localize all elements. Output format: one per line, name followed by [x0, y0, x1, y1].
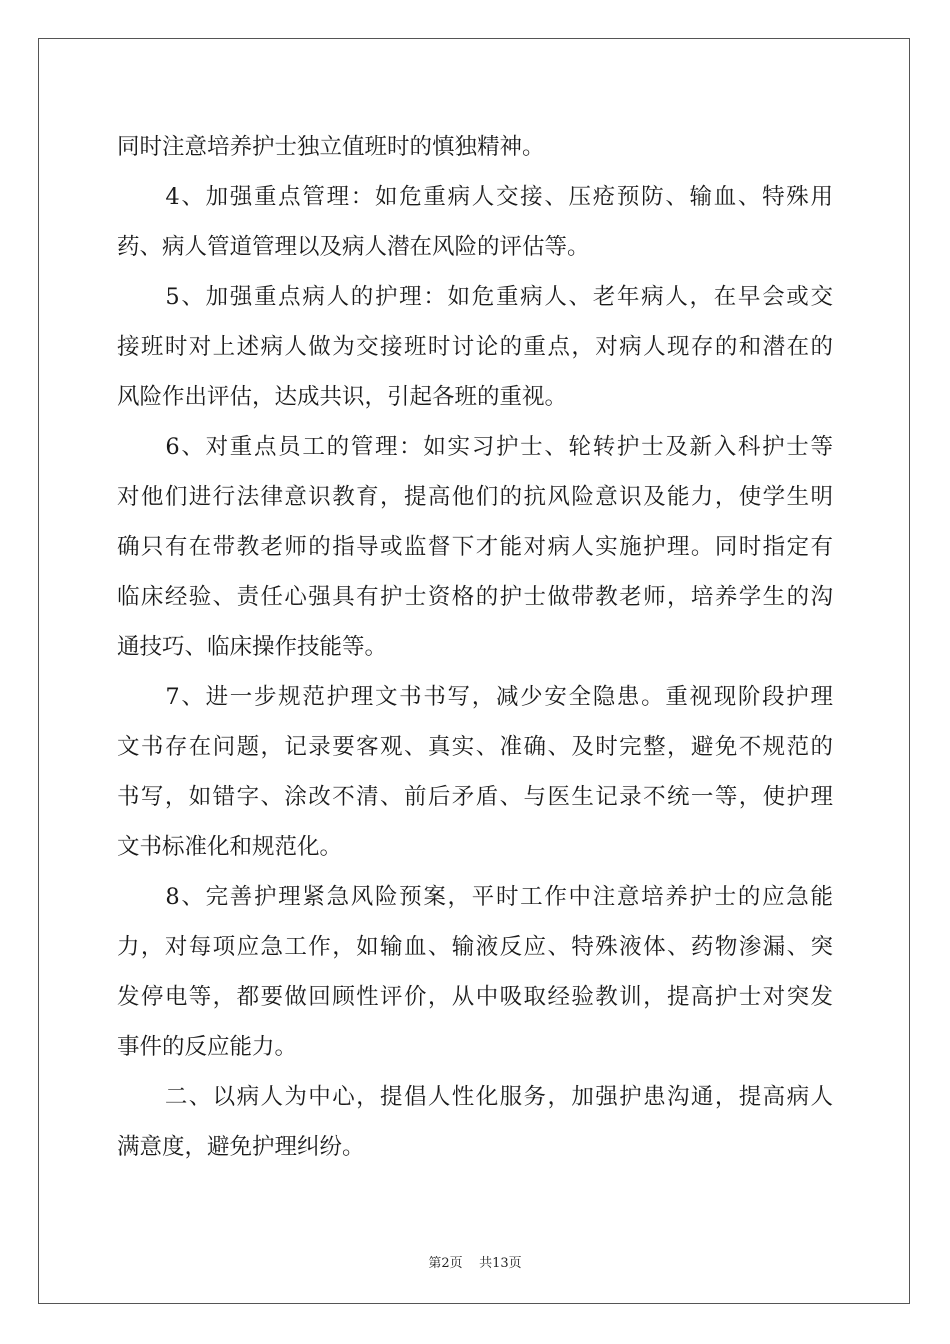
page-footer [0, 1252, 950, 1271]
text-line: 二、以病人为中心，提倡人性化服务，加强护患沟通，提高病人 [117, 1084, 833, 1110]
total-pages: 共13页 [479, 1256, 522, 1271]
text-line: 临床经验、责任心强具有护士资格的护士做带教老师，培养学生的沟 [117, 584, 833, 610]
text-line: 通技巧、临床操作技能等。 [117, 634, 388, 660]
text-line: 文书存在问题，记录要客观、真实、准确、及时完整，避免不规范的 [117, 734, 833, 760]
text-line: 风险作出评估，达成共识，引起各班的重视。 [117, 384, 568, 410]
text-line: 接班时对上述病人做为交接班时讨论的重点，对病人现存的和潜在的 [117, 334, 833, 360]
text-line: 4、加强重点管理：如危重病人交接、压疮预防、输血、特殊用 [117, 184, 833, 210]
text-line: 对他们进行法律意识教育，提高他们的抗风险意识及能力，使学生明 [117, 484, 833, 510]
text-line: 5、加强重点病人的护理：如危重病人、老年病人，在早会或交 [117, 284, 833, 310]
page-number: 第2页 [428, 1256, 463, 1271]
text-line: 7、进一步规范护理文书书写，减少安全隐患。重视现阶段护理 [117, 684, 833, 710]
text-line: 文书标准化和规范化。 [117, 834, 343, 860]
text-line: 6、对重点员工的管理：如实习护士、轮转护士及新入科护士等 [117, 434, 833, 460]
document-body [117, 122, 833, 1172]
text-line: 同时注意培养护士独立值班时的慎独精神。 [117, 134, 545, 160]
text-line: 事件的反应能力。 [117, 1034, 298, 1060]
text-line: 满意度，避免护理纠纷。 [117, 1134, 365, 1160]
text-line: 力，对每项应急工作，如输血、输液反应、特殊液体、药物渗漏、突 [117, 934, 833, 960]
text-line: 8、完善护理紧急风险预案，平时工作中注意培养护士的应急能 [117, 884, 833, 910]
text-line: 确只有在带教老师的指导或监督下才能对病人实施护理。同时指定有 [117, 534, 833, 560]
text-line: 药、病人管道管理以及病人潜在风险的评估等。 [117, 234, 590, 260]
text-line: 发停电等，都要做回顾性评价，从中吸取经验教训，提高护士对突发 [117, 984, 833, 1010]
text-line: 书写，如错字、涂改不清、前后矛盾、与医生记录不统一等，使护理 [117, 784, 833, 810]
